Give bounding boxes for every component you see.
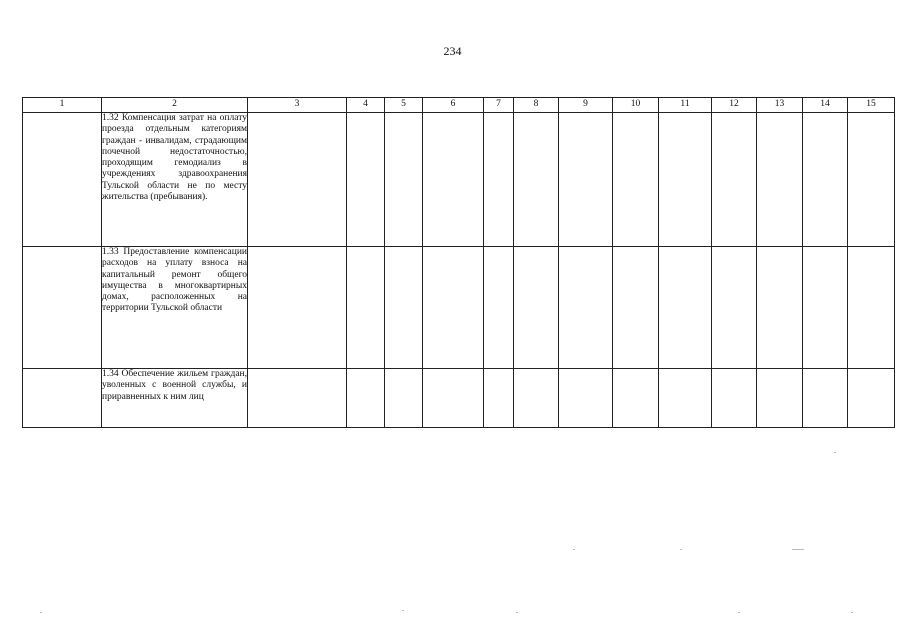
table-cell bbox=[659, 369, 712, 428]
column-header: 15 bbox=[848, 98, 895, 113]
table-row bbox=[23, 247, 895, 369]
table-cell bbox=[385, 369, 423, 428]
column-header: 12 bbox=[712, 98, 757, 113]
table-row bbox=[23, 369, 895, 428]
page-number: 234 bbox=[443, 44, 462, 58]
scan-speck bbox=[738, 612, 740, 613]
table-cell bbox=[347, 247, 385, 369]
table-cell bbox=[385, 113, 423, 247]
table-cell bbox=[248, 247, 347, 369]
data-table bbox=[22, 97, 895, 428]
column-header: 11 bbox=[659, 98, 712, 113]
scan-speck bbox=[851, 612, 853, 613]
table-cell bbox=[248, 113, 347, 247]
table-cell bbox=[757, 247, 803, 369]
header-row bbox=[23, 98, 895, 113]
table-cell bbox=[347, 369, 385, 428]
table-cell bbox=[23, 247, 102, 369]
table-cell bbox=[248, 369, 347, 428]
column-header: 5 bbox=[385, 98, 423, 113]
measure-description bbox=[102, 369, 248, 428]
column-header: 9 bbox=[559, 98, 613, 113]
scan-speck bbox=[516, 612, 518, 613]
table-cell bbox=[385, 247, 423, 369]
table-cell bbox=[23, 113, 102, 247]
table-cell bbox=[803, 247, 848, 369]
column-header: 8 bbox=[514, 98, 559, 113]
table-cell bbox=[659, 113, 712, 247]
scan-speck bbox=[680, 549, 682, 550]
table-cell bbox=[613, 369, 659, 428]
measure-description-text: 1.32 Компенсация затрат на оплату проезда отдельным категориям граждан - инвалидам, страдающим почечной недостаточностью, проходящим гемодиализ в учреждениях здравоохранения Тульской области не по месту жительства (пребывания). bbox=[102, 113, 247, 203]
scan-speck bbox=[834, 452, 836, 453]
table-cell bbox=[484, 247, 514, 369]
measure-description-text: 1.33 Предоставление компенсации расходов на уплату взноса на капитальный ремонт общего имущества в многоквартирных домах, расположенных на территории Тульской области bbox=[102, 247, 247, 314]
table-cell bbox=[613, 113, 659, 247]
column-header: 2 bbox=[102, 98, 248, 113]
scan-speck bbox=[402, 610, 404, 611]
table-cell bbox=[757, 369, 803, 428]
table-cell bbox=[613, 247, 659, 369]
table-cell bbox=[484, 369, 514, 428]
table-cell bbox=[803, 369, 848, 428]
scan-speck bbox=[40, 612, 42, 613]
measure-description bbox=[102, 113, 248, 247]
table-cell bbox=[803, 113, 848, 247]
table-cell bbox=[848, 369, 895, 428]
table-cell bbox=[514, 369, 559, 428]
table-cell bbox=[514, 113, 559, 247]
column-header: 14 bbox=[803, 98, 848, 113]
column-header: 6 bbox=[423, 98, 484, 113]
table-cell bbox=[423, 113, 484, 247]
column-header: 4 bbox=[347, 98, 385, 113]
table-cell bbox=[659, 247, 712, 369]
column-header: 1 bbox=[23, 98, 102, 113]
table-cell bbox=[712, 247, 757, 369]
table-cell bbox=[423, 369, 484, 428]
column-header: 7 bbox=[484, 98, 514, 113]
table-cell bbox=[848, 247, 895, 369]
scan-speck bbox=[792, 549, 804, 550]
table-cell bbox=[559, 369, 613, 428]
table-cell bbox=[347, 113, 385, 247]
table-cell bbox=[848, 113, 895, 247]
table-cell bbox=[559, 113, 613, 247]
table-cell bbox=[484, 113, 514, 247]
measure-description-text: 1.34 Обеспечение жильем граждан, уволенных с военной службы, и приравненных к ним лиц bbox=[102, 369, 247, 402]
table-cell bbox=[712, 113, 757, 247]
table-cell bbox=[23, 369, 102, 428]
measure-description bbox=[102, 247, 248, 369]
table-cell bbox=[514, 247, 559, 369]
table-row bbox=[23, 113, 895, 247]
column-header: 3 bbox=[248, 98, 347, 113]
scan-speck bbox=[573, 549, 575, 550]
table-cell bbox=[423, 247, 484, 369]
column-header: 13 bbox=[757, 98, 803, 113]
table-cell bbox=[559, 247, 613, 369]
table-cell bbox=[757, 113, 803, 247]
table-cell bbox=[712, 369, 757, 428]
column-header: 10 bbox=[613, 98, 659, 113]
